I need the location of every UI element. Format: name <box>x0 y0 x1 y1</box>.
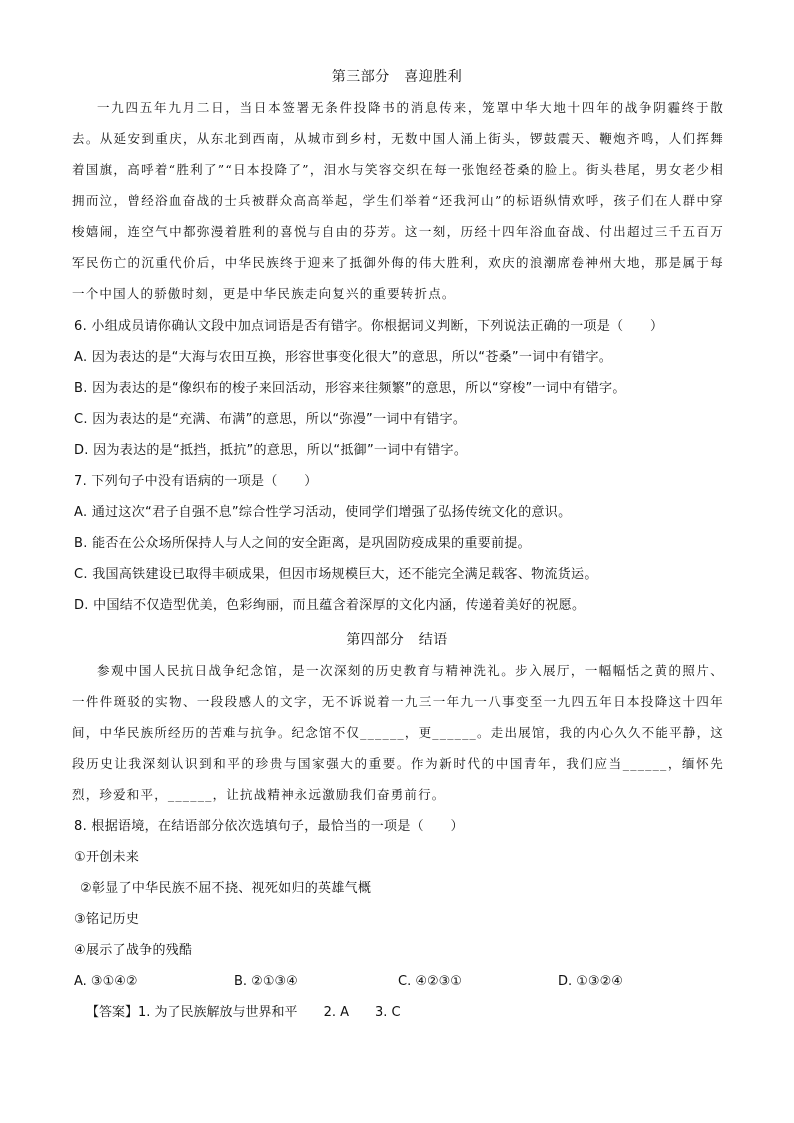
answer-1: 1. 为了民族解放与世界和平 <box>138 1005 298 1020</box>
question-8-option-a[interactable]: A. ③①④② <box>74 974 138 989</box>
question-7-option-c[interactable]: C. 我国高铁建设已取得丰硕成果，但因市场规模巨大，还不能完全满足载客、物流货运。 <box>74 567 598 582</box>
answer-2: 2. A <box>323 1005 349 1020</box>
question-6 <box>74 311 724 466</box>
part4-title: 第四部分 结语 <box>346 632 448 648</box>
part3-title: 第三部分 喜迎胜利 <box>331 69 463 85</box>
question-7-option-d[interactable]: D. 中国结不仅造型优美，色彩绚丽，而且蕴含着深厚的文化内涵，传递着美好的祝愿。 <box>74 598 586 613</box>
part3-passage <box>72 92 724 309</box>
answer-label: 【答案】 <box>86 1005 139 1020</box>
question-8-item-3: ③铭记历史 <box>74 912 140 927</box>
question-7-stem: 7. 下列句子中没有语病的一项是（ ） <box>74 474 318 489</box>
question-6-stem: 6. 小组成员请你确认文段中加点词语是否有错字。你根据词义判断，下列说法正确的一项是（ ） <box>74 319 664 334</box>
question-8 <box>74 811 724 966</box>
question-7-option-b[interactable]: B. 能否在公众场所保持人与人之间的安全距离，是巩固防疫成果的重要前提。 <box>74 536 531 551</box>
answer-line <box>86 997 401 1028</box>
question-8-option-b[interactable]: B. ②①③④ <box>234 974 298 989</box>
question-6-option-b[interactable]: B. 因为表达的是“像织布的梭子来回活动，形容来往频繁”的意思，所以“穿梭”一词中有错字。 <box>74 381 626 396</box>
question-8-option-c[interactable]: C. ④②③① <box>398 974 462 989</box>
question-8-item-2: ②彰显了中华民族不屈不挠、视死如归的英雄气概 <box>80 881 372 896</box>
question-8-option-d[interactable]: D. ①③②④ <box>558 974 623 989</box>
question-7 <box>74 466 724 621</box>
question-7-option-a[interactable]: A. 通过这次“君子自强不息”综合性学习活动，使同学们增强了弘扬传统文化的意识。 <box>74 505 572 520</box>
question-8-stem: 8. 根据语境，在结语部分依次选填句子，最恰当的一项是（ ） <box>74 819 464 834</box>
part4-passage <box>72 655 724 810</box>
question-8-item-1: ①开创未来 <box>74 850 140 865</box>
part3-passage-text: 一九四五年九月二日，当日本签署无条件投降书的消息传来，笼罩中华大地十四年的战争阴霾终于散去。从延安到重庆，从东北到西南，从城市到乡村，无数中国人涌上街头，锣鼓震天、鞭炮齐鸣，人们挥舞着国旗，高呼着“胜利了”“日本投降了”，泪水与笑容交织在每一张饱经苍桑的脸上。街头巷尾，男女老少相拥而泣，曾经浴血奋战的士兵被群众高高举起，学生们举着“还我河山”的标语纵情欢呼，孩子们在人群中穿梭嬉闹，连空气中都弥漫着胜利的喜悦与自由的芬芳。这一刻，历经十四年浴血奋战、付出超过三千五百万军民伤亡的沉重代价后，中华民族终于迎来了抵御外侮的伟大胜利，欢庆的浪潮席卷神州大地，那是属于每一个中国人的骄傲时刻，更是中华民族走向复兴的重要转折点。 <box>72 100 724 301</box>
part4-passage-text: 参观中国人民抗日战争纪念馆，是一次深刻的历史教育与精神洗礼。步入展厅，一幅幅恬之黄的照片、一件件斑驳的实物、一段段感人的文字，无不诉说着一九三一年九一八事变至一九四五年日本投降这十四年间，中华民族所经历的苦难与抗争。纪念馆不仅______，更______。走出展馆，我的内心久久不能平静，这段历史让我深刻认识到和平的珍贵与国家强大的重要。作为新时代的中国青年，我们应当______，缅怀先烈，珍爱和平，______，让抗战精神永远激励我们奋勇前行。 <box>72 663 724 802</box>
question-8-options <box>74 966 724 997</box>
question-6-option-d[interactable]: D. 因为表达的是“抵挡，抵抗”的意思，所以“抵御”一词中有错字。 <box>74 443 468 458</box>
question-6-option-c[interactable]: C. 因为表达的是“充满、布满”的意思，所以“弥漫”一词中有错字。 <box>74 412 467 427</box>
question-6-option-a[interactable]: A. 因为表达的是“大海与农田互换，形容世事变化很大”的意思，所以“苍桑”一词中有错字。 <box>74 350 613 365</box>
answer-3: 3. C <box>375 1005 401 1020</box>
question-8-item-4: ④展示了战争的残酷 <box>74 943 193 958</box>
